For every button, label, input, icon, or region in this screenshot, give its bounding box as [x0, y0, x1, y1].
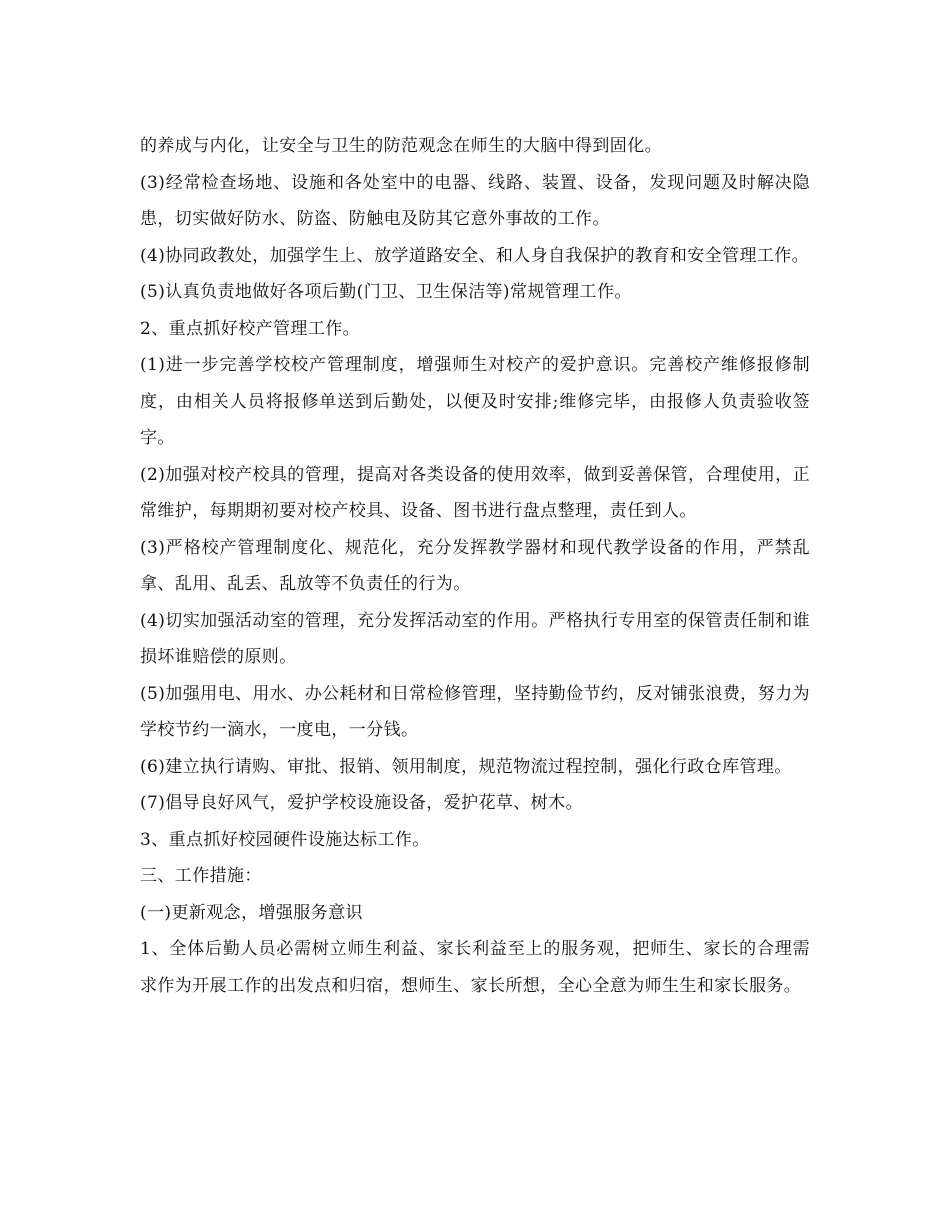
document-body [140, 128, 810, 1004]
section-heading-3: 3、重点抓好校园硬件设施达标工作。 [140, 829, 430, 850]
paragraph-1: 的养成与内化，让安全与卫生的防范观念在师生的大脑中得到固化。 [140, 136, 662, 156]
paragraph-11: (6)建立执行请购、审批、报销、领用制度，规范物流过程控制，强化行政仓库管理。 [140, 756, 792, 777]
paragraph-8: (3)严格校产管理制度化、规范化，充分发挥教学器材和现代教学设备的作用，严禁乱拿、乱用、乱丢、乱放等不负责任的行为。 [140, 537, 810, 594]
paragraph-6: (1)进一步完善学校校产管理制度，增强师生对校产的爱护意识。完善校产维修报修制度，由相关人员将报修单送到后勤处，以便及时安排;维修完毕，由报修人负责验收签字。 [140, 355, 810, 448]
subsection-heading-1: (一)更新观念，增强服务意识 [140, 902, 363, 923]
section-heading-measures: 三、工作措施： [140, 866, 262, 886]
paragraph-16: 1、全体后勤人员必需树立师生利益、家长利益至上的服务观，把师生、家长的合理需求作为开展工作的出发点和归宿，想师生、家长所想，全心全意为师生生和家长服务。 [140, 939, 810, 996]
paragraph-3: (4)协同政教处，加强学生上、放学道路安全、和人身自我保护的教育和安全管理工作。 [140, 245, 810, 266]
paragraph-10: (5)加强用电、用水、办公耗材和日常检修管理，坚持勤俭节约，反对铺张浪费，努力为学校节约一滴水，一度电，一分钱。 [140, 683, 810, 740]
section-heading-2: 2、重点抓好校产管理工作。 [140, 318, 361, 339]
paragraph-12: (7)倡导良好风气，爱护学校设施设备，爱护花草、树木。 [140, 793, 583, 813]
paragraph-9: (4)切实加强活动室的管理，充分发挥活动室的作用。严格执行专用室的保管责任制和谁损坏谁赔偿的原则。 [140, 610, 810, 667]
paragraph-2: (3)经常检查场地、设施和各处室中的电器、线路、装置、设备，发现问题及时解决隐患，切实做好防水、防盗、防触电及防其它意外事故的工作。 [140, 172, 810, 229]
paragraph-4: (5)认真负责地做好各项后勤(门卫、卫生保洁等)常规管理工作。 [140, 282, 632, 302]
paragraph-7: (2)加强对校产校具的管理，提高对各类设备的使用效率，做到妥善保管，合理使用，正常维护，每期期初要对校产校具、设备、图书进行盘点整理，责任到人。 [140, 464, 810, 521]
